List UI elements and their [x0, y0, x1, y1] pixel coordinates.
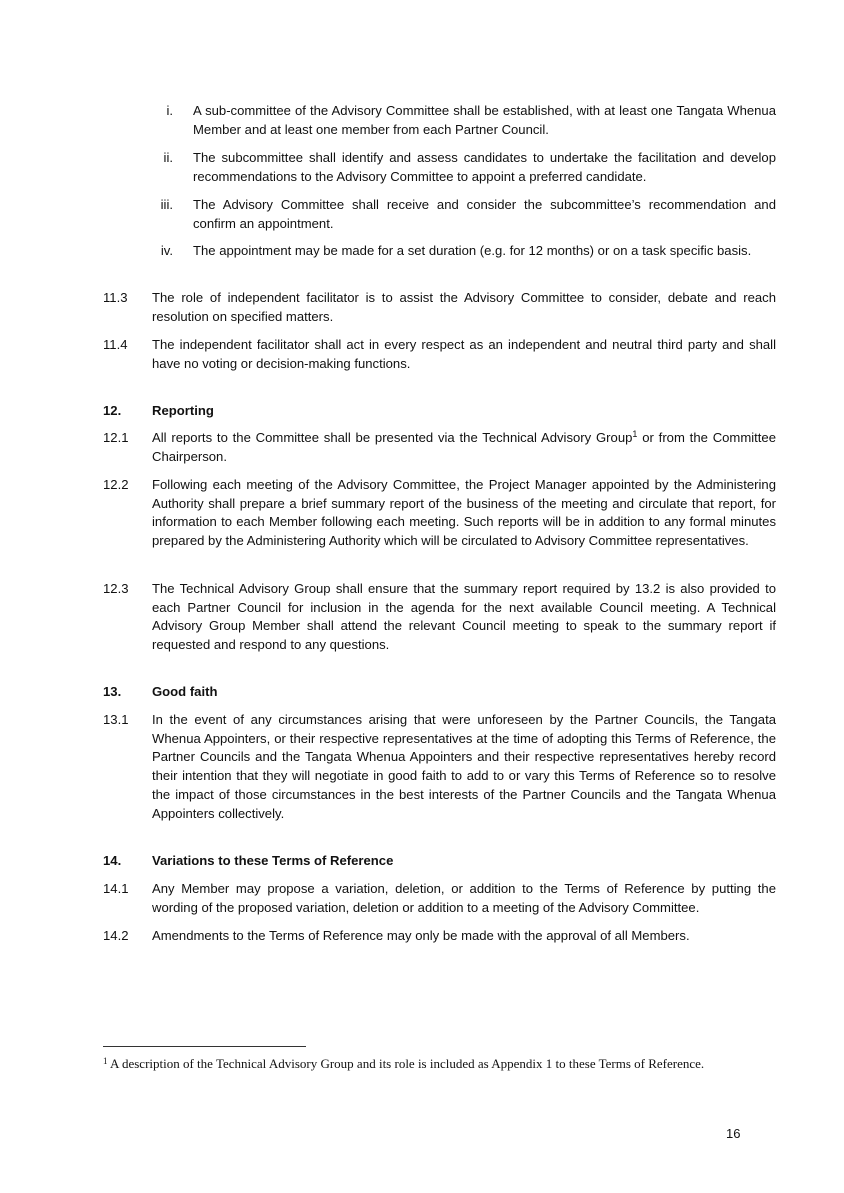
- subitem-number: iii.: [160, 197, 173, 212]
- subitem-text: A sub-committee of the Advisory Committee shall be established, with at least one Tangata Whenua Member and at least one member from each Partner Council.: [193, 103, 776, 137]
- subitem-text: The subcommittee shall identify and assess candidates to undertake the facilitation and develop recommendations to the Advisory Committee to appoint a preferred candidate.: [193, 150, 776, 184]
- subitem-number: ii.: [163, 150, 173, 165]
- subitem-number: i.: [166, 103, 173, 118]
- footnote: [103, 1055, 743, 1072]
- clause-number: 12.1: [103, 430, 129, 445]
- footnote-text: A description of the Technical Advisory Group and its role is included as Appendix 1 to these Terms of Reference.: [110, 1056, 705, 1071]
- page-number: 16: [726, 1126, 741, 1141]
- footnote-marker: 1: [103, 1056, 108, 1066]
- clause-number: 12.3: [103, 581, 129, 596]
- section-title: Reporting: [152, 403, 214, 418]
- clause-number: 13.1: [103, 712, 129, 727]
- clause-text: The Technical Advisory Group shall ensure that the summary report required by 13.2 is also provided to each Partner Council for inclusion in the agenda for the next available Council meeting. A Technical Advisory Group Member shall attend the relevant Council meeting to speak to the summary report if requested and respond to any questions.: [152, 581, 776, 653]
- clause-text-part: All reports to the Committee shall be presented via the Technical Advisory Group: [152, 430, 633, 445]
- section-number: 12.: [103, 403, 122, 418]
- clause-text: Any Member may propose a variation, deletion, or addition to the Terms of Reference by putting the wording of the proposed variation, deletion or addition to a meeting of the Advisory Committee.: [152, 881, 776, 915]
- clause-text-part: or from the Committee Chairperson.: [152, 430, 776, 464]
- footnote-reference[interactable]: 1: [632, 429, 638, 439]
- section-title: Good faith: [152, 684, 218, 699]
- clause-text: The role of independent facilitator is to assist the Advisory Committee to consider, debate and reach resolution on specified matters.: [152, 290, 776, 324]
- clause-number: 12.2: [103, 477, 129, 492]
- clause-number: 14.2: [103, 928, 129, 943]
- section-number: 13.: [103, 684, 122, 699]
- clause-number: 14.1: [103, 881, 129, 896]
- subitem-text: The Advisory Committee shall receive and consider the subcommittee’s recommendation and confirm an appointment.: [193, 197, 776, 231]
- section-number: 14.: [103, 853, 122, 868]
- clause-text: Amendments to the Terms of Reference may only be made with the approval of all Members.: [152, 928, 690, 943]
- clause-text: [152, 429, 776, 466]
- clause-text: The independent facilitator shall act in every respect as an independent and neutral third party and shall have no voting or decision-making functions.: [152, 337, 776, 371]
- subitem-number: iv.: [160, 243, 173, 258]
- section-title: Variations to these Terms of Reference: [152, 853, 394, 868]
- clause-number: 11.3: [103, 290, 128, 305]
- clause-text: Following each meeting of the Advisory Committee, the Project Manager appointed by the Administering Authority shall prepare a brief summary report of the business of the meeting and circulate that report, for information to each Member following each meeting. Such reports will be in addition to any formal minutes prepared by the Administering Authority which will be circulated to Advisory Committee representatives.: [152, 477, 776, 549]
- subitem-text: The appointment may be made for a set duration (e.g. for 12 months) or on a task specific basis.: [193, 243, 752, 258]
- clause-text: In the event of any circumstances arising that were unforeseen by the Partner Councils, the Tangata Whenua Appointers, or their respective representatives at the time of adopting this Terms of Reference, the Partner Councils and the Tangata Whenua Appointers and their respective representatives hereby record their intention that they will negotiate in good faith to add to or vary this Terms of Reference so to resolve the impact of those circumstances in the best interests of the Partner Councils and the Tangata Whenua Appointers collectively.: [152, 712, 776, 821]
- footnote-separator: [103, 1046, 306, 1047]
- clause-number: 11.4: [103, 337, 128, 352]
